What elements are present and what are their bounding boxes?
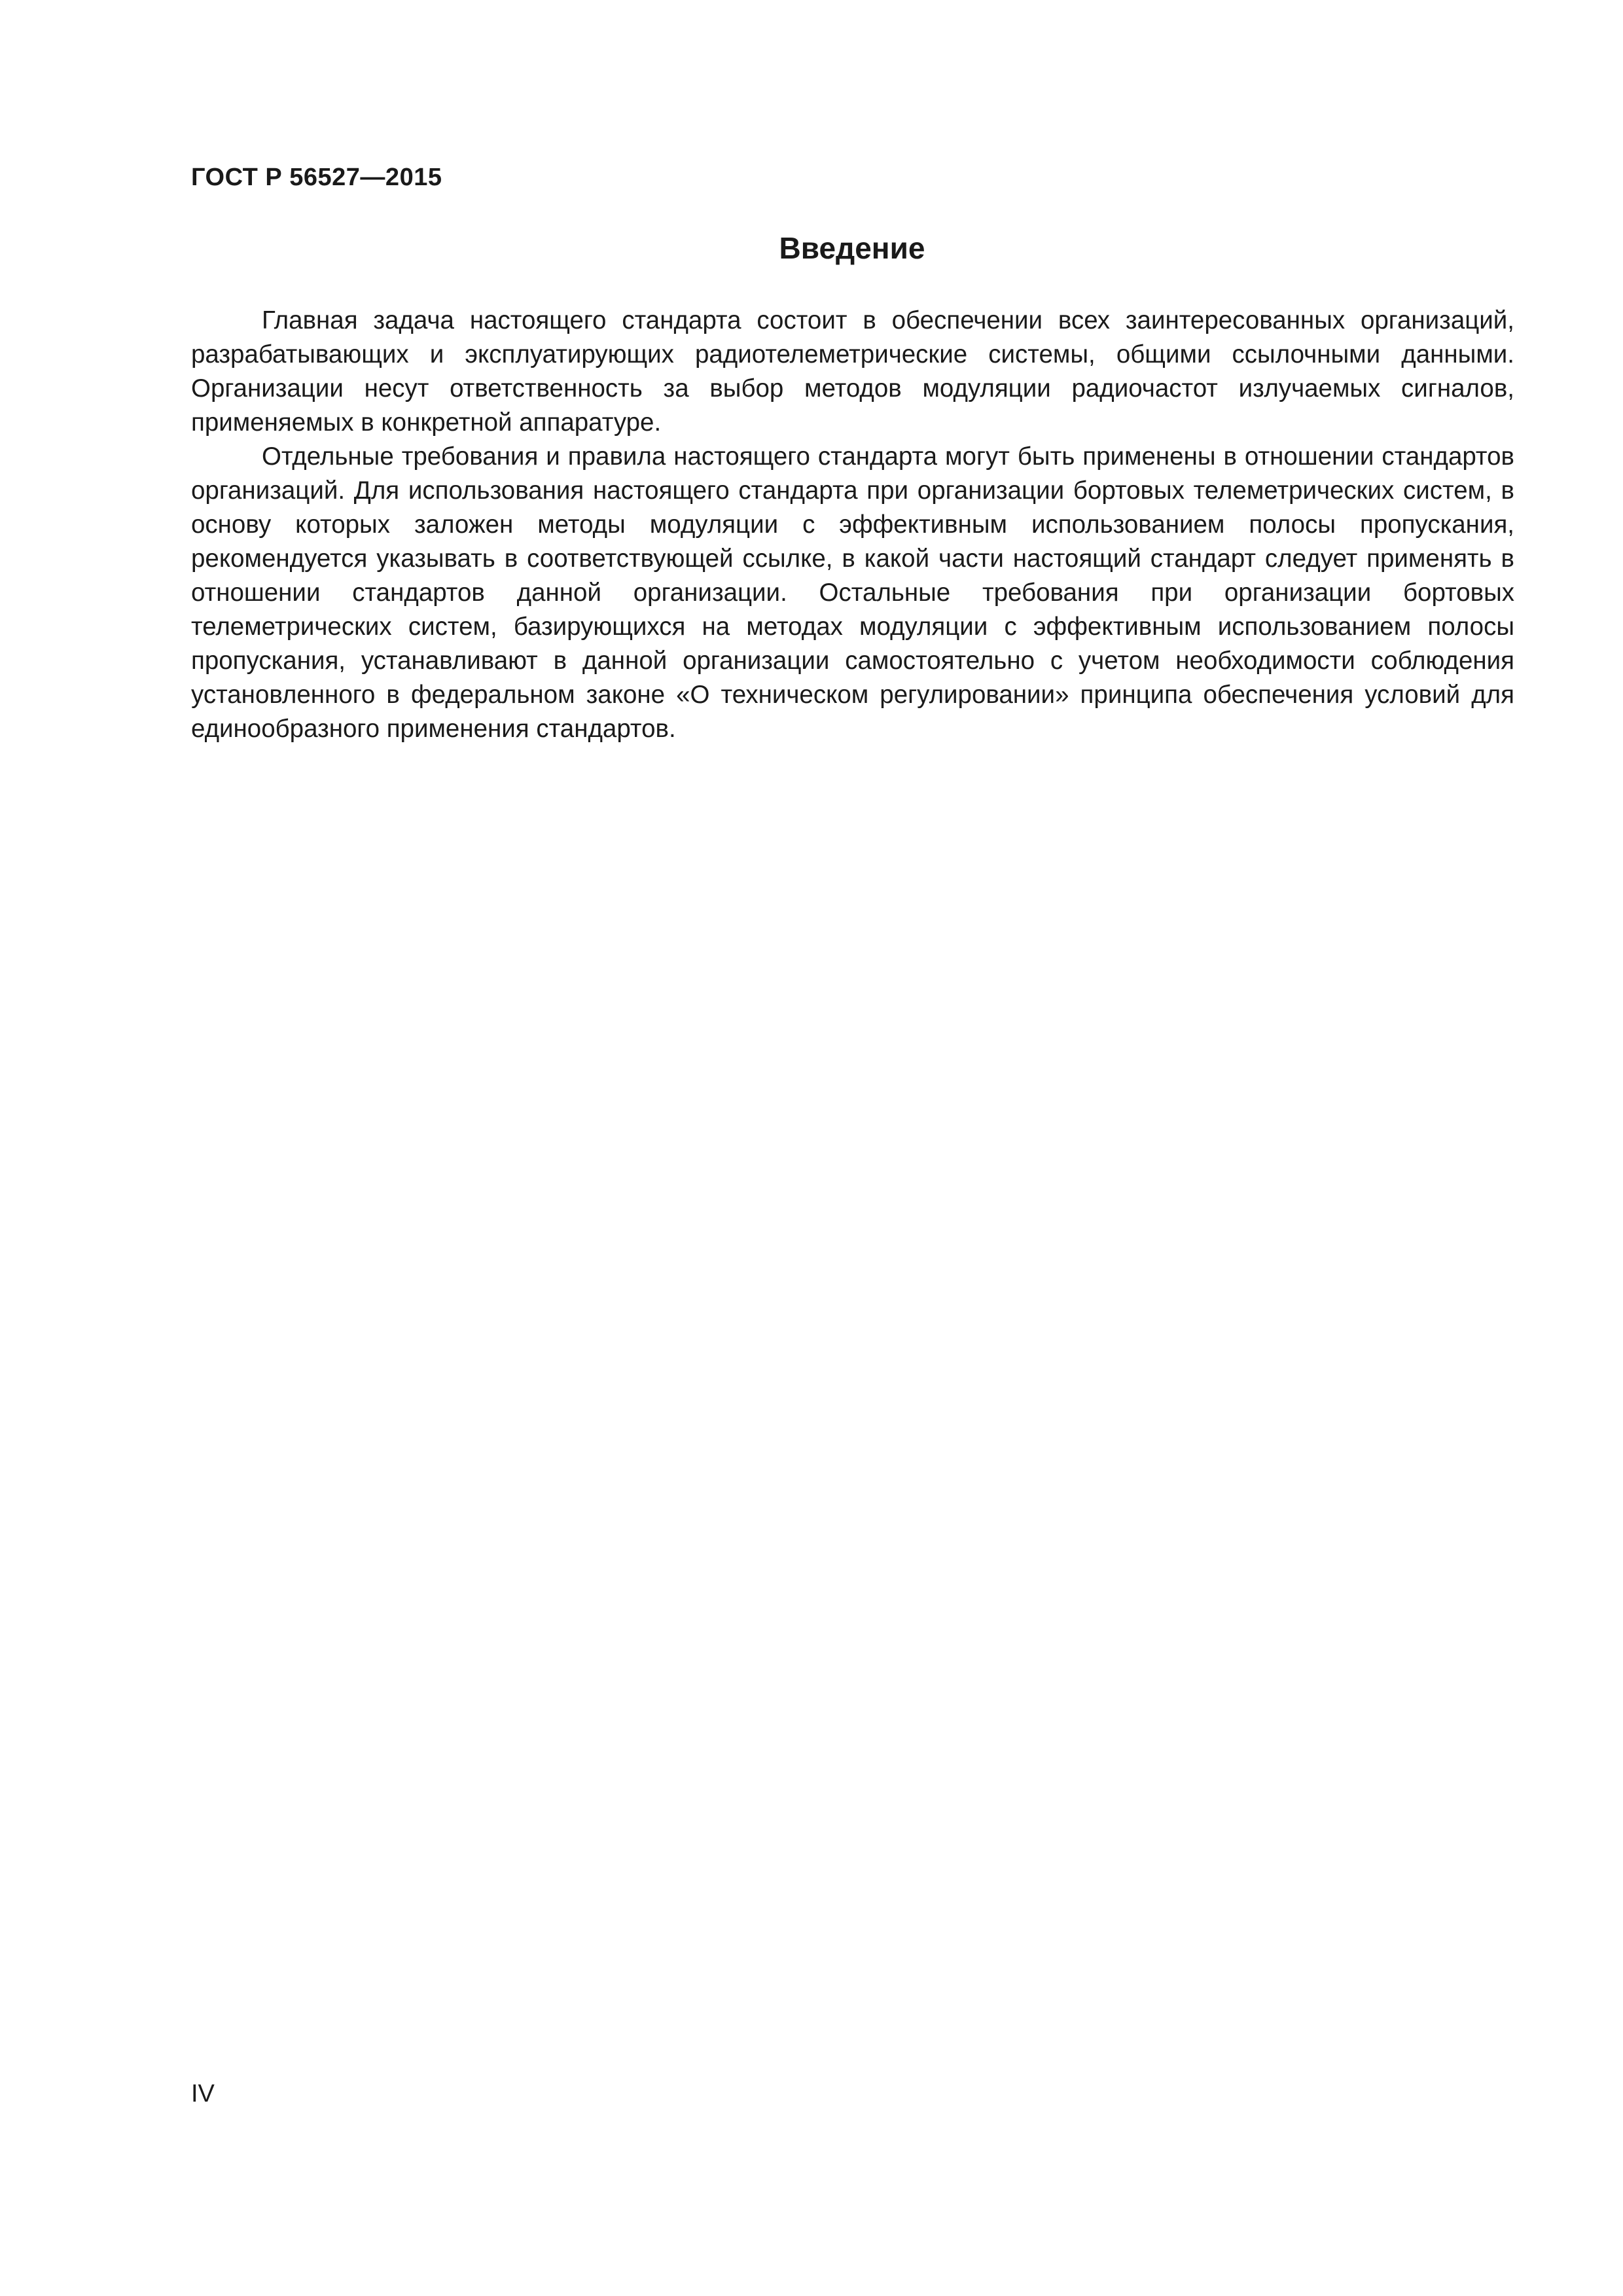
section-title: Введение	[779, 231, 925, 265]
standard-code: ГОСТ Р 56527—2015	[191, 164, 442, 191]
page-number: IV	[191, 2080, 215, 2108]
paragraph-1: Главная задача настоящего стандарта состоит в обеспечении всех заинтересованных организаций, разрабатывающих и эксплуатирующих радиотелеметрические системы, общими ссылочными данными. Организации несут ответственность за выбор методов модуляции радиочастот излучаемых сигналов, применяемых в конкретной аппаратуре.	[191, 306, 1514, 437]
body-text	[191, 304, 1514, 746]
paragraph-2: Отдельные требования и правила настоящего стандарта могут быть применены в отношении стандартов организаций. Для использования настоящего стандарта при организации бортовых телеметрических систем, в основу которых заложен методы модуляции с эффективным использованием полосы пропускания, рекомендуется указывать в соответствующей ссылке, в какой части настоящий стандарт следует применять в отношении стандартов данной организации. Остальные требования при организации бортовых телеметрических систем, базирующихся на методах модуляции с эффективным использованием полосы пропускания, устанавливают в данной организации самостоятельно с учетом необходимости соблюдения установленного в федеральном законе «О техническом регулировании» принципа обеспечения условий для единообразного применения стандартов.	[191, 442, 1514, 743]
